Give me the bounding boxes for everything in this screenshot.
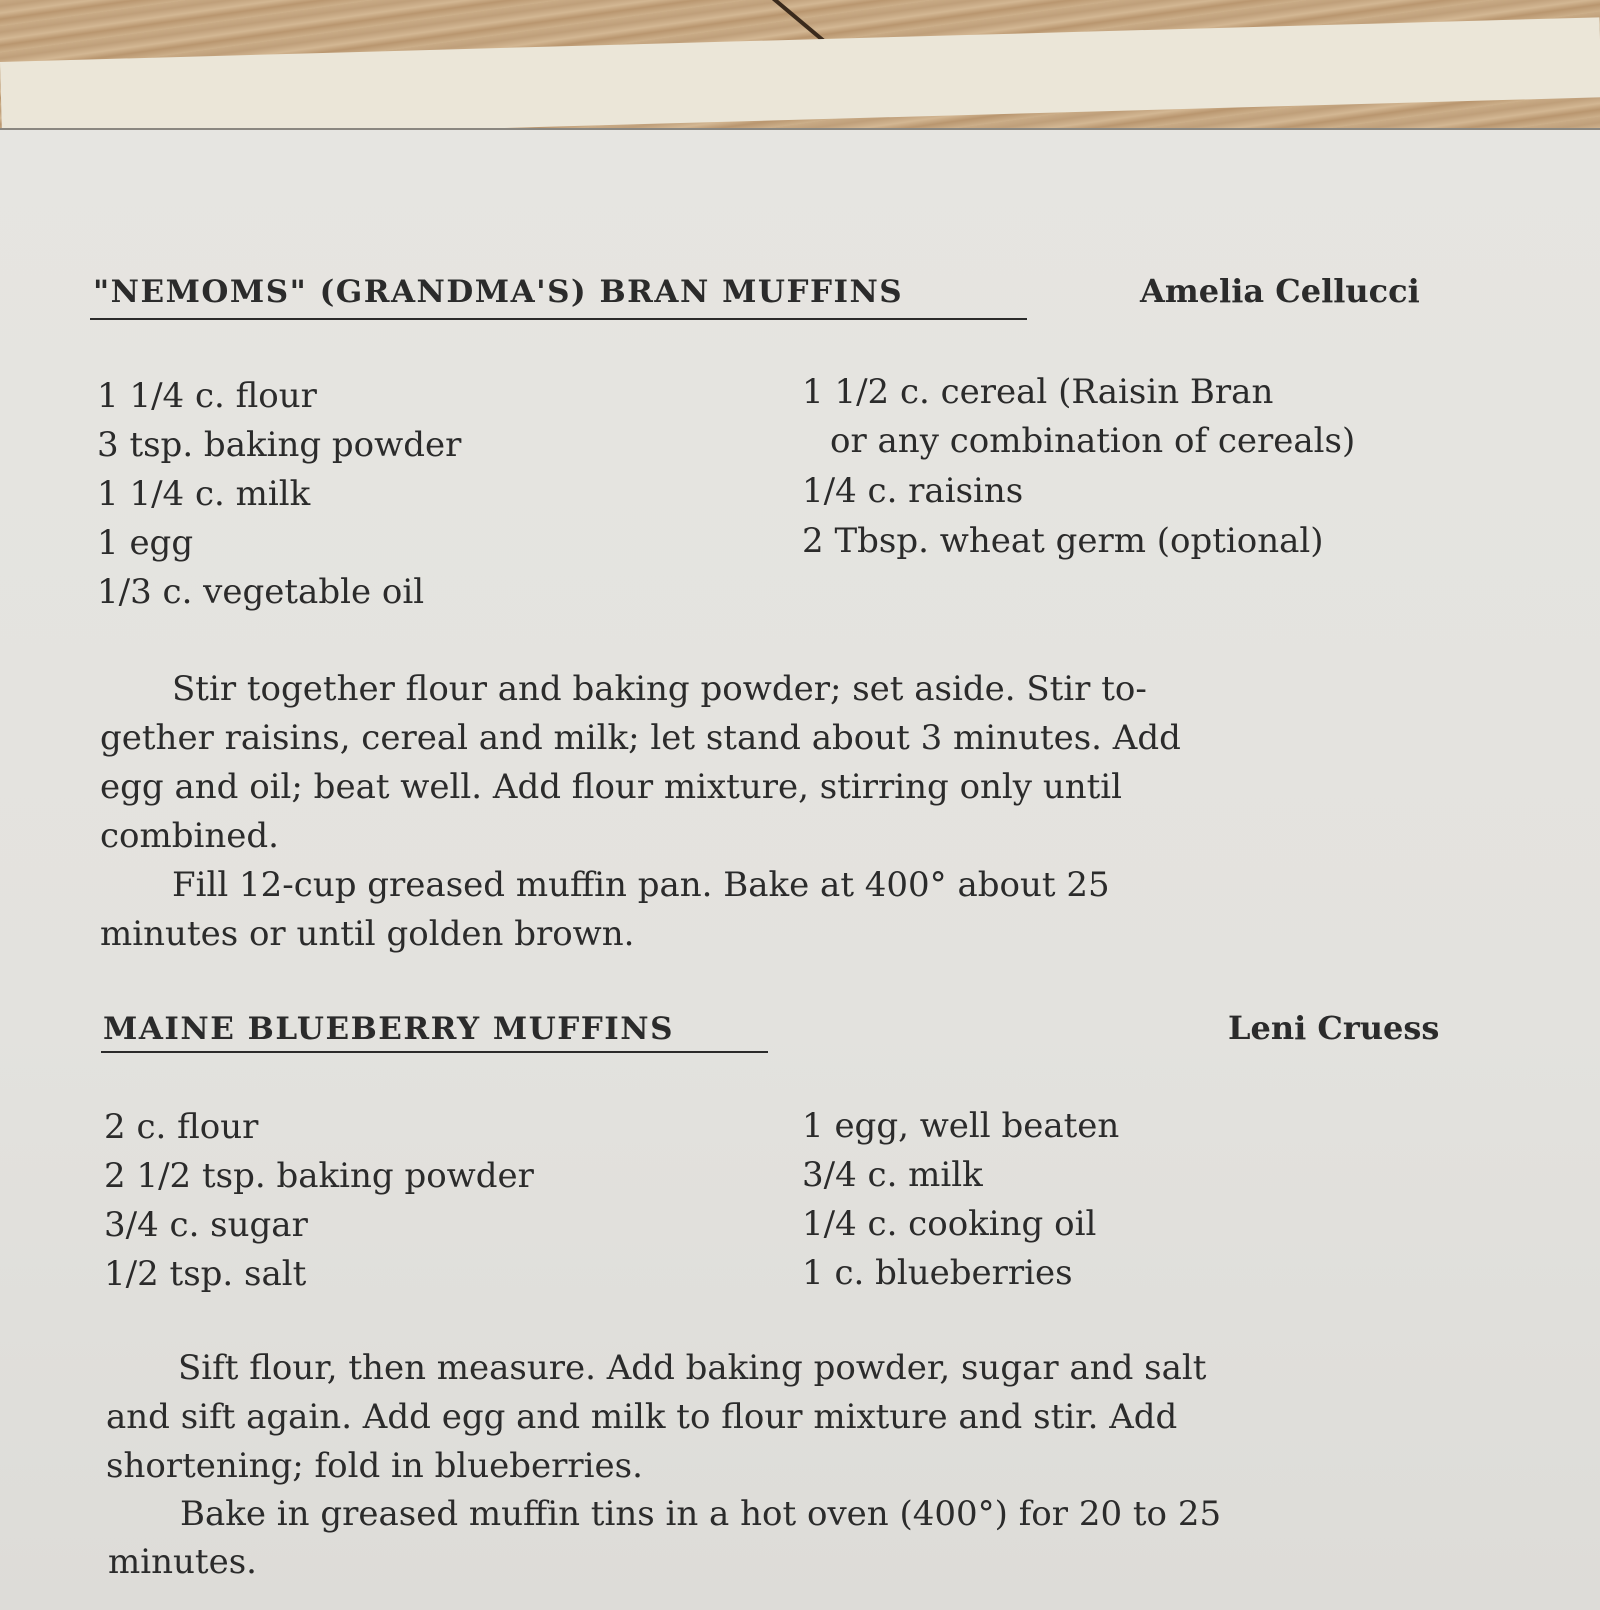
direction-line: gether raisins, cereal and milk; let stand about 3 minutes. Add (100, 718, 1181, 758)
direction-line: and sift again. Add egg and milk to flour mixture and stir. Add (106, 1397, 1178, 1437)
ingredient: 1/4 c. raisins (802, 471, 1024, 511)
ingredient: 1 1/2 c. cereal (Raisin Bran (802, 372, 1274, 412)
ingredient: 1 1/4 c. milk (97, 474, 311, 514)
ingredient: 1 egg, well beaten (802, 1106, 1120, 1146)
direction-line: egg and oil; beat well. Add flour mixture, stirring only until (100, 767, 1123, 807)
ingredient: 1/2 tsp. salt (104, 1254, 307, 1294)
title-underline (90, 318, 1027, 320)
ingredient: 1 1/4 c. flour (97, 376, 317, 416)
recipe-title: "NEMOMS" (GRANDMA'S) BRAN MUFFINS (93, 274, 904, 310)
ingredient: or any combination of cereals) (830, 421, 1356, 461)
cookbook-page (0, 128, 1600, 1610)
ingredient: 2 c. flour (104, 1107, 259, 1147)
ingredient: 1/4 c. cooking oil (802, 1204, 1097, 1244)
ingredient: 1 egg (97, 523, 194, 563)
direction-line: Bake in greased muffin tins in a hot oven (400°) for 20 to 25 (180, 1494, 1222, 1534)
recipe-author: Leni Cruess (1228, 1009, 1440, 1047)
ingredient: 3 tsp. baking powder (97, 425, 462, 465)
ingredient: 1/3 c. vegetable oil (97, 572, 425, 612)
ingredient: 3/4 c. milk (802, 1155, 983, 1195)
direction-line: Stir together flour and baking powder; set aside. Stir to- (172, 669, 1147, 709)
ingredient: 1 c. blueberries (802, 1253, 1073, 1293)
ingredient: 2 1/2 tsp. baking powder (104, 1156, 534, 1196)
direction-line: minutes or until golden brown. (100, 914, 635, 954)
direction-line: minutes. (108, 1542, 257, 1582)
direction-line: shortening; fold in blueberries. (106, 1446, 643, 1486)
recipe-author: Amelia Cellucci (1140, 272, 1420, 310)
direction-line: combined. (100, 816, 279, 856)
direction-line: Sift flour, then measure. Add baking powder, sugar and salt (178, 1348, 1207, 1388)
ingredient: 2 Tbsp. wheat germ (optional) (802, 521, 1324, 561)
direction-line: Fill 12-cup greased muffin pan. Bake at 400° about 25 (172, 865, 1110, 905)
ingredient: 3/4 c. sugar (104, 1205, 308, 1245)
title-underline (101, 1051, 768, 1053)
recipe-title: MAINE BLUEBERRY MUFFINS (103, 1011, 675, 1047)
